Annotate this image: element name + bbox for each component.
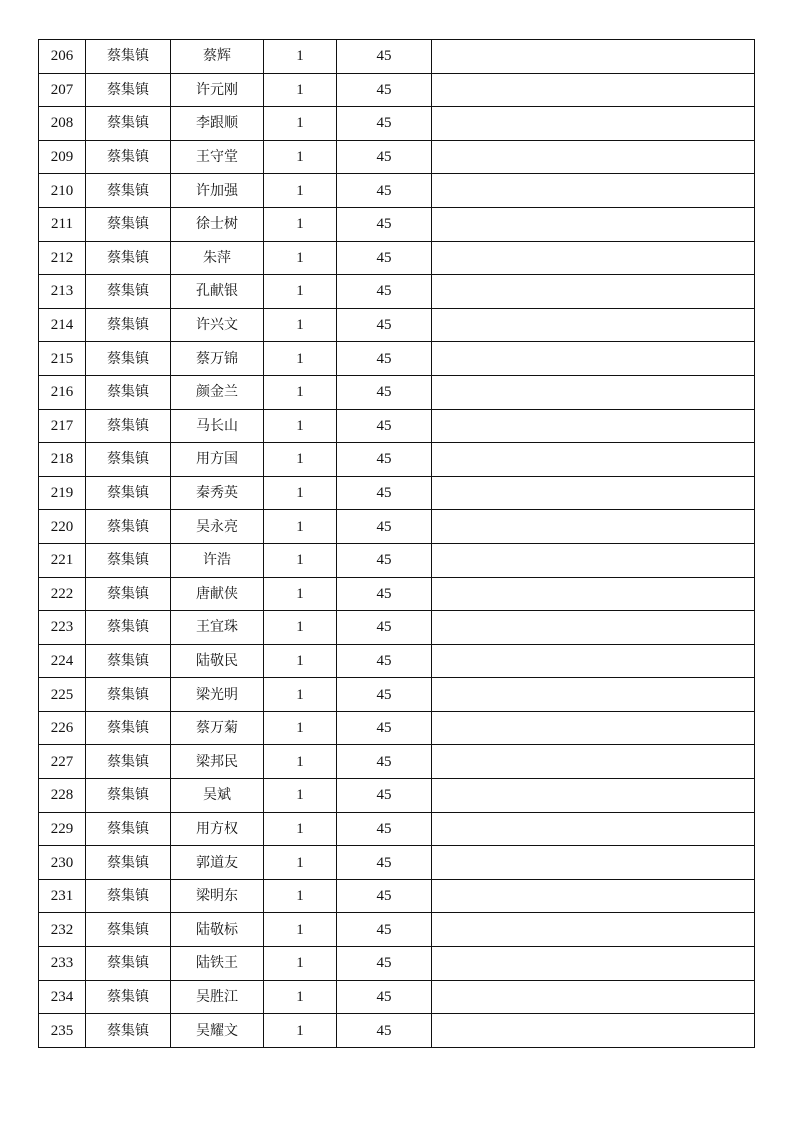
table-row <box>39 308 755 342</box>
amount-cell: 45 <box>337 678 432 712</box>
table-row <box>39 980 755 1014</box>
amount-cell: 45 <box>337 947 432 981</box>
remarks-cell <box>432 342 755 376</box>
table-row <box>39 678 755 712</box>
remarks-cell <box>432 980 755 1014</box>
town-cell: 蔡集镇 <box>86 980 171 1014</box>
town-cell: 蔡集镇 <box>86 644 171 678</box>
count-cell: 1 <box>264 913 337 947</box>
remarks-cell <box>432 577 755 611</box>
table-row <box>39 476 755 510</box>
count-cell: 1 <box>264 207 337 241</box>
amount-cell: 45 <box>337 745 432 779</box>
remarks-cell <box>432 1014 755 1048</box>
row-number-cell: 225 <box>39 678 86 712</box>
person-name-cell: 徐士树 <box>171 207 264 241</box>
person-name-cell: 许加强 <box>171 174 264 208</box>
row-number-cell: 213 <box>39 275 86 309</box>
table-row <box>39 543 755 577</box>
table-row <box>39 40 755 74</box>
table-row <box>39 947 755 981</box>
row-number-cell: 226 <box>39 711 86 745</box>
count-cell: 1 <box>264 711 337 745</box>
town-cell: 蔡集镇 <box>86 140 171 174</box>
row-number-cell: 211 <box>39 207 86 241</box>
table-row <box>39 812 755 846</box>
remarks-cell <box>432 510 755 544</box>
town-cell: 蔡集镇 <box>86 241 171 275</box>
count-cell: 1 <box>264 644 337 678</box>
row-number-cell: 235 <box>39 1014 86 1048</box>
amount-cell: 45 <box>337 577 432 611</box>
remarks-cell <box>432 779 755 813</box>
table-row <box>39 73 755 107</box>
table-row <box>39 241 755 275</box>
row-number-cell: 207 <box>39 73 86 107</box>
count-cell: 1 <box>264 443 337 477</box>
table-row <box>39 1014 755 1048</box>
town-cell: 蔡集镇 <box>86 947 171 981</box>
row-number-cell: 215 <box>39 342 86 376</box>
amount-cell: 45 <box>337 241 432 275</box>
table-row <box>39 879 755 913</box>
amount-cell: 45 <box>337 1014 432 1048</box>
remarks-cell <box>432 846 755 880</box>
town-cell: 蔡集镇 <box>86 174 171 208</box>
row-number-cell: 212 <box>39 241 86 275</box>
remarks-cell <box>432 308 755 342</box>
count-cell: 1 <box>264 846 337 880</box>
count-cell: 1 <box>264 779 337 813</box>
count-cell: 1 <box>264 73 337 107</box>
remarks-cell <box>432 375 755 409</box>
count-cell: 1 <box>264 543 337 577</box>
person-name-cell: 王守堂 <box>171 140 264 174</box>
table-row <box>39 342 755 376</box>
person-name-cell: 李跟顺 <box>171 107 264 141</box>
count-cell: 1 <box>264 510 337 544</box>
row-number-cell: 210 <box>39 174 86 208</box>
town-cell: 蔡集镇 <box>86 543 171 577</box>
count-cell: 1 <box>264 107 337 141</box>
person-name-cell: 用方权 <box>171 812 264 846</box>
person-name-cell: 王宜珠 <box>171 611 264 645</box>
row-number-cell: 220 <box>39 510 86 544</box>
amount-cell: 45 <box>337 543 432 577</box>
row-number-cell: 219 <box>39 476 86 510</box>
amount-cell: 45 <box>337 879 432 913</box>
person-name-cell: 许元刚 <box>171 73 264 107</box>
row-number-cell: 229 <box>39 812 86 846</box>
table-row <box>39 443 755 477</box>
amount-cell: 45 <box>337 342 432 376</box>
person-name-cell: 用方国 <box>171 443 264 477</box>
person-name-cell: 朱萍 <box>171 241 264 275</box>
person-name-cell: 吴胜江 <box>171 980 264 1014</box>
town-cell: 蔡集镇 <box>86 577 171 611</box>
table-row <box>39 644 755 678</box>
row-number-cell: 231 <box>39 879 86 913</box>
town-cell: 蔡集镇 <box>86 73 171 107</box>
count-cell: 1 <box>264 1014 337 1048</box>
row-number-cell: 209 <box>39 140 86 174</box>
person-name-cell: 孔献银 <box>171 275 264 309</box>
count-cell: 1 <box>264 980 337 1014</box>
amount-cell: 45 <box>337 443 432 477</box>
table-row <box>39 275 755 309</box>
remarks-cell <box>432 476 755 510</box>
remarks-cell <box>432 913 755 947</box>
town-cell: 蔡集镇 <box>86 510 171 544</box>
amount-cell: 45 <box>337 40 432 74</box>
amount-cell: 45 <box>337 812 432 846</box>
table-row <box>39 207 755 241</box>
table-row <box>39 510 755 544</box>
remarks-cell <box>432 174 755 208</box>
person-name-cell: 蔡万锦 <box>171 342 264 376</box>
remarks-cell <box>432 241 755 275</box>
person-name-cell: 吴耀文 <box>171 1014 264 1048</box>
town-cell: 蔡集镇 <box>86 678 171 712</box>
count-cell: 1 <box>264 40 337 74</box>
amount-cell: 45 <box>337 140 432 174</box>
count-cell: 1 <box>264 241 337 275</box>
remarks-cell <box>432 879 755 913</box>
person-name-cell: 颜金兰 <box>171 375 264 409</box>
person-name-cell: 陆铁王 <box>171 947 264 981</box>
amount-cell: 45 <box>337 711 432 745</box>
town-cell: 蔡集镇 <box>86 879 171 913</box>
count-cell: 1 <box>264 409 337 443</box>
row-number-cell: 214 <box>39 308 86 342</box>
table-row <box>39 174 755 208</box>
row-number-cell: 222 <box>39 577 86 611</box>
person-name-cell: 许兴文 <box>171 308 264 342</box>
town-cell: 蔡集镇 <box>86 342 171 376</box>
count-cell: 1 <box>264 174 337 208</box>
remarks-cell <box>432 443 755 477</box>
town-cell: 蔡集镇 <box>86 745 171 779</box>
person-name-cell: 陆敬民 <box>171 644 264 678</box>
town-cell: 蔡集镇 <box>86 375 171 409</box>
town-cell: 蔡集镇 <box>86 308 171 342</box>
town-cell: 蔡集镇 <box>86 846 171 880</box>
count-cell: 1 <box>264 140 337 174</box>
remarks-cell <box>432 543 755 577</box>
roster-table-body <box>39 40 755 1048</box>
amount-cell: 45 <box>337 980 432 1014</box>
count-cell: 1 <box>264 375 337 409</box>
row-number-cell: 232 <box>39 913 86 947</box>
town-cell: 蔡集镇 <box>86 913 171 947</box>
person-name-cell: 马长山 <box>171 409 264 443</box>
town-cell: 蔡集镇 <box>86 275 171 309</box>
person-name-cell: 陆敬标 <box>171 913 264 947</box>
remarks-cell <box>432 275 755 309</box>
table-row <box>39 711 755 745</box>
remarks-cell <box>432 409 755 443</box>
amount-cell: 45 <box>337 409 432 443</box>
person-name-cell: 许浩 <box>171 543 264 577</box>
count-cell: 1 <box>264 308 337 342</box>
person-name-cell: 吴永亮 <box>171 510 264 544</box>
count-cell: 1 <box>264 947 337 981</box>
amount-cell: 45 <box>337 275 432 309</box>
count-cell: 1 <box>264 342 337 376</box>
town-cell: 蔡集镇 <box>86 476 171 510</box>
town-cell: 蔡集镇 <box>86 711 171 745</box>
town-cell: 蔡集镇 <box>86 443 171 477</box>
count-cell: 1 <box>264 678 337 712</box>
amount-cell: 45 <box>337 308 432 342</box>
row-number-cell: 227 <box>39 745 86 779</box>
count-cell: 1 <box>264 275 337 309</box>
row-number-cell: 221 <box>39 543 86 577</box>
remarks-cell <box>432 207 755 241</box>
amount-cell: 45 <box>337 174 432 208</box>
person-name-cell: 郭道友 <box>171 846 264 880</box>
town-cell: 蔡集镇 <box>86 779 171 813</box>
remarks-cell <box>432 140 755 174</box>
row-number-cell: 233 <box>39 947 86 981</box>
person-name-cell: 蔡万菊 <box>171 711 264 745</box>
town-cell: 蔡集镇 <box>86 812 171 846</box>
town-cell: 蔡集镇 <box>86 40 171 74</box>
remarks-cell <box>432 644 755 678</box>
person-name-cell: 梁光明 <box>171 678 264 712</box>
remarks-cell <box>432 611 755 645</box>
remarks-cell <box>432 745 755 779</box>
person-name-cell: 梁邦民 <box>171 745 264 779</box>
row-number-cell: 230 <box>39 846 86 880</box>
person-name-cell: 吴斌 <box>171 779 264 813</box>
amount-cell: 45 <box>337 375 432 409</box>
amount-cell: 45 <box>337 73 432 107</box>
remarks-cell <box>432 107 755 141</box>
count-cell: 1 <box>264 879 337 913</box>
row-number-cell: 218 <box>39 443 86 477</box>
amount-cell: 45 <box>337 913 432 947</box>
remarks-cell <box>432 812 755 846</box>
roster-table <box>38 39 755 1048</box>
person-name-cell: 秦秀英 <box>171 476 264 510</box>
amount-cell: 45 <box>337 107 432 141</box>
table-row <box>39 846 755 880</box>
table-row <box>39 745 755 779</box>
row-number-cell: 228 <box>39 779 86 813</box>
count-cell: 1 <box>264 476 337 510</box>
row-number-cell: 216 <box>39 375 86 409</box>
town-cell: 蔡集镇 <box>86 409 171 443</box>
row-number-cell: 234 <box>39 980 86 1014</box>
table-row <box>39 913 755 947</box>
table-row <box>39 409 755 443</box>
town-cell: 蔡集镇 <box>86 611 171 645</box>
table-row <box>39 375 755 409</box>
count-cell: 1 <box>264 577 337 611</box>
count-cell: 1 <box>264 611 337 645</box>
amount-cell: 45 <box>337 510 432 544</box>
person-name-cell: 梁明东 <box>171 879 264 913</box>
table-row <box>39 611 755 645</box>
amount-cell: 45 <box>337 644 432 678</box>
remarks-cell <box>432 711 755 745</box>
count-cell: 1 <box>264 745 337 779</box>
town-cell: 蔡集镇 <box>86 107 171 141</box>
amount-cell: 45 <box>337 846 432 880</box>
person-name-cell: 唐献侠 <box>171 577 264 611</box>
table-row <box>39 140 755 174</box>
town-cell: 蔡集镇 <box>86 1014 171 1048</box>
amount-cell: 45 <box>337 476 432 510</box>
row-number-cell: 217 <box>39 409 86 443</box>
table-row <box>39 779 755 813</box>
remarks-cell <box>432 40 755 74</box>
row-number-cell: 223 <box>39 611 86 645</box>
amount-cell: 45 <box>337 779 432 813</box>
count-cell: 1 <box>264 812 337 846</box>
row-number-cell: 224 <box>39 644 86 678</box>
amount-cell: 45 <box>337 611 432 645</box>
row-number-cell: 208 <box>39 107 86 141</box>
remarks-cell <box>432 73 755 107</box>
table-row <box>39 577 755 611</box>
person-name-cell: 蔡辉 <box>171 40 264 74</box>
amount-cell: 45 <box>337 207 432 241</box>
row-number-cell: 206 <box>39 40 86 74</box>
remarks-cell <box>432 678 755 712</box>
town-cell: 蔡集镇 <box>86 207 171 241</box>
remarks-cell <box>432 947 755 981</box>
table-row <box>39 107 755 141</box>
